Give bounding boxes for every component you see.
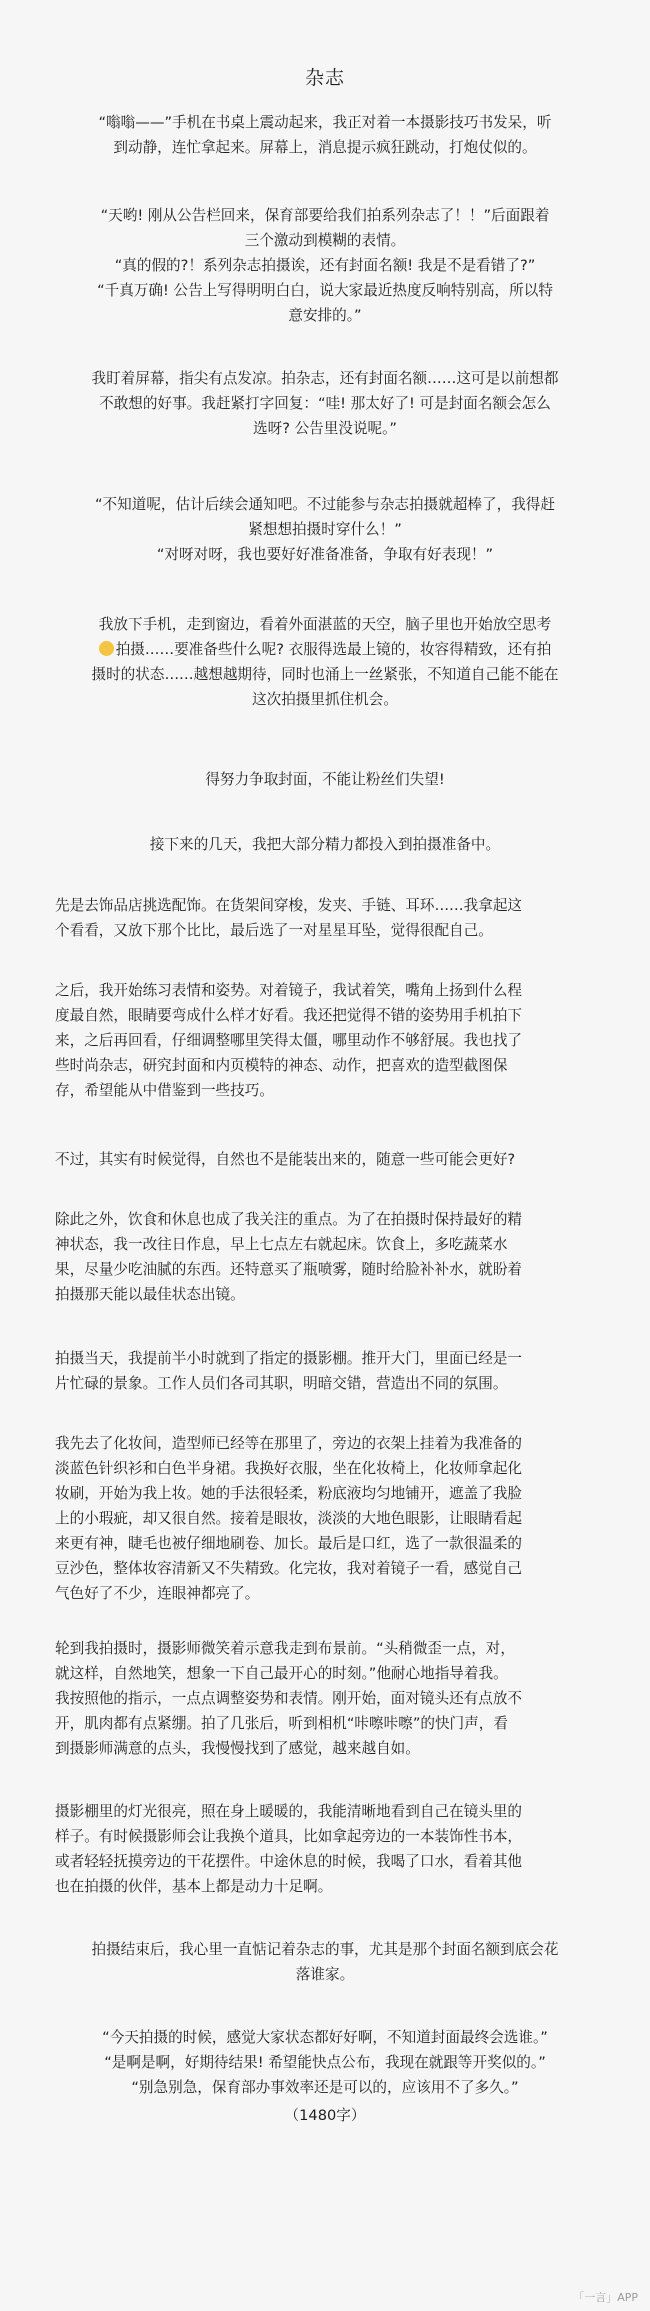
article-paragraph: 先是去饰品店挑选配饰。在货架间穿梭，发夹、手链、耳环……我拿起这 个看看，又放下那个比比，最后选了一对星星耳坠，觉得很配自己。 <box>55 897 523 939</box>
article-paragraph: “今天拍摄的时候，感觉大家状态都好好啊，不知道封面最终会选谁。” “是啊是啊，好期待结果! 希望能快点公布，我现在就跟等开奖似的。” “别急别急，保育部办事效率还是可以的，应该用不了多久。” <box>102 2029 548 2096</box>
article-paragraph: 我盯着屏幕，指尖有点发凉。拍杂志，还有封面名额……这可是以前想都 不敢想的好事。我赶紧打字回复：“哇! 那太好了! 可是封面名额会怎么 选呀? 公告里没说呢。” <box>91 370 559 437</box>
article-paragraph: “嗡嗡——”手机在书桌上震动起来，我正对着一本摄影技巧书发呆，听 到动静，连忙拿起来。屏幕上，消息提示疯狂跳动，打炮仗似的。 <box>98 114 552 156</box>
article-paragraph: 拍摄结束后，我心里一直惦记着杂志的事，尤其是那个封面名额到底会花 落谁家。 <box>91 1941 559 1983</box>
article-paragraph: 轮到我拍摄时，摄影师微笑着示意我走到布景前。“头稍微歪一点，对， 就这样，自然地笑，想象一下自己最开心的时刻。”他耐心地指导着我。 我按照他的指示，一点点调整姿势和表情。刚开始，面对镜头还有点放不 开，肌肉都有点紧绷。拍了几张后，听到相机“咔嚓咔嚓”的快门声，看 到摄影师满意的点头，我慢慢找到了感觉，越来越自如。 <box>55 1640 523 1757</box>
article-paragraph: （1480字） <box>284 2107 366 2124</box>
app-watermark: 「一言」APP <box>573 2291 638 2304</box>
article-paragraph: 摄影棚里的灯光很亮，照在身上暖暖的，我能清晰地看到自己在镜头里的 样子。有时候摄影师会让我换个道具，比如拿起旁边的一本装饰性书本， 或者轻轻抚摸旁边的干花摆件。中途休息的时候，我喝了口水，看着其他 也在拍摄的伙伴，基本上都是动力十足啊。 <box>55 1803 523 1895</box>
article-paragraph: 之后，我开始练习表情和姿势。对着镜子，我试着笑，嘴角上扬到什么程 度最自然，眼睛要弯成什么样才好看。我还把觉得不错的姿势用手机拍下 来，之后再回看，仔细调整哪里笑得太僵，哪里动作不够舒展。我也找了 些时尚杂志，研究封面和内页模特的神态、动作，把喜欢的造型截图保 存，希望能从中借鉴到一些技巧。 <box>55 982 523 1099</box>
article-paragraph: 不过，其实有时候觉得，自然也不是能装出来的，随意一些可能会更好? <box>55 1151 516 1168</box>
article-paragraph: 得努力争取封面，不能让粉丝们失望! <box>205 771 445 788</box>
article-paragraph: 接下来的几天，我把大部分精力都投入到拍摄准备中。 <box>149 836 501 853</box>
article-paragraph: 除此之外，饮食和休息也成了我关注的重点。为了在拍摄时保持最好的精 神状态，我一改往日作息，早上七点左右就起床。饮食上，多吃蔬菜水 果，尽量少吃油腻的东西。还特意买了瓶喷雾，随时给脸补补水，就盼着 拍摄那天能以最佳状态出镜。 <box>55 1211 523 1303</box>
article-paragraph: “不知道呢，估计后续会通知吧。不过能参与杂志拍摄就超棒了，我得赶 紧想想拍摄时穿什么！” “对呀对呀，我也要好好准备准备，争取有好表现！” <box>95 496 555 563</box>
article-paragraph: 拍摄当天，我提前半小时就到了指定的摄影棚。推开大门，里面已经是一 片忙碌的景象。工作人员们各司其职，明暗交错，营造出不同的氛围。 <box>55 1350 523 1392</box>
article-paragraph: 我先去了化妆间，造型师已经等在那里了，旁边的衣架上挂着为我准备的 淡蓝色针织衫和白色半身裙。我换好衣服，坐在化妆椅上，化妆师拿起化 妆刷，开始为我上妆。她的手法很轻柔，粉底液均匀地铺开，遮盖了我脸 上的小瑕疵，却又很自然。接着是眼妆，淡淡的大地色眼影，让眼睛看起 来更有神，睫毛也被仔细地刷卷、加长。最后是口红，选了一款很温柔的 豆沙色，整体妆容清新又不失精致。化完妆，我对着镜子一看，感觉自己 气色好了不少，连眼神都亮了。 <box>55 1435 523 1602</box>
thinking-face-icon <box>99 641 114 656</box>
article-paragraph: 我放下手机，走到窗边，看着外面湛蓝的天空，脑子里也开始放空思考 拍摄……要准备些什么呢? 衣服得选最上镜的，妆容得精致，还有拍 摄时的状态……越想越期待，同时也涌上一丝紧张，不知道自己能不能在 这次拍摄里抓住机会。 <box>91 616 559 708</box>
article-title: 杂志 <box>304 67 345 89</box>
article-paragraph: “天哟! 刚从公告栏回来，保育部要给我们拍系列杂志了！！”后面跟着 三个激动到模糊的表情。 “真的假的?！系列杂志拍摄诶，还有封面名额! 我是不是看错了?” “千真万确! 公告上写得明明白白，说大家最近热度反响特别高，所以特 意安排的。” <box>97 207 553 324</box>
